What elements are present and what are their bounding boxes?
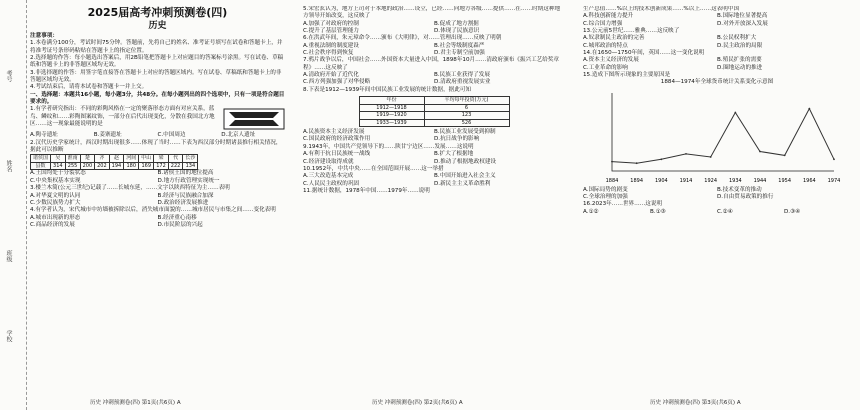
chart-title: 1884—1974年全球货币统计关系变化示意图 <box>660 79 774 86</box>
notice-item: 3.非选择题的作答：用签字笔直接答在答题卡上对应的答题区域内。写在试卷、草稿纸和答题卡上的非答题区域均无效。 <box>30 69 282 84</box>
option: D.对外开放深入发展 <box>717 20 768 27</box>
option: B.经济重心南移 <box>157 214 197 221</box>
table-cell: 赵 <box>109 155 124 163</box>
options-4a <box>30 215 285 222</box>
chart-point <box>660 158 662 160</box>
table-cell: 134 <box>183 162 198 170</box>
option: C.提升了基层管理能力 <box>303 28 360 35</box>
option: A.加强了对政府的控制 <box>303 20 359 27</box>
option: D.新民主主义革命胜利 <box>434 180 491 187</box>
option: D.③④ <box>784 208 801 215</box>
notice-item: 1.本卷满分100分，考试时间75分钟。答题前，先将自己的姓名、准考证号填写在试卷和答题卡上，并将准考证号条形码粘贴在答题卡上的指定位置。 <box>30 40 283 54</box>
options-9a <box>303 151 565 158</box>
table-cell: 169 <box>139 162 154 170</box>
question-9: 9.1943年，中国共产党领导下的……陕甘宁边区……发展……这说明 <box>303 143 474 150</box>
option: C.②④ <box>717 208 733 215</box>
notice-item: 4.考试结束后，请将本试卷和答题卡一并上交。 <box>30 84 148 91</box>
question-14: 14.在1650—1750年间，英国……这一变化说明 <box>583 50 705 57</box>
option: D.政治经济发展推进 <box>157 199 209 206</box>
question-7: 7.鸦片战争以后，中国社会……外国资本大量进入中国，1898年10月……清政府颁布《振兴工艺给奖章程》……这反映了 <box>303 57 560 71</box>
option: D.抗日战争的影响 <box>434 136 480 143</box>
options-14b <box>583 65 851 72</box>
option: D.自由贸易政策的推行 <box>717 194 774 201</box>
question-12: 生产总值……%以上的技术创新成果……%以上……这表明中国 <box>583 6 740 12</box>
option: C.国民政府的经济政策作用 <box>303 136 371 143</box>
option: B.扩大了根据地 <box>434 151 474 158</box>
table-cell: 6 <box>424 104 509 112</box>
chart-point <box>685 153 687 155</box>
table-cell: 180 <box>124 162 139 170</box>
chart-tick-label: 1904 <box>654 177 668 184</box>
question-1: 1.有学者研究指出：不同的彩陶风格在一定的聚落形态方面有对应关系，蓝鸟、鳞纹和……彩陶图案纹饰，一部分在后代出现变化，分散在我国北方地区……这一现象最能说明的是 <box>30 106 215 128</box>
option: D.君主专制空前加强 <box>434 50 485 57</box>
option: A.民族资本主义经济发展 <box>303 129 365 136</box>
option: B.中国开始进入社会主义 <box>434 173 496 180</box>
option: B.姜寨遗址 <box>93 132 122 139</box>
binding-margin <box>0 0 27 410</box>
option: B.诸侯王国的地位提高 <box>157 170 214 177</box>
option: D.清政府重视发展实业 <box>434 79 491 86</box>
option: A.有利于抗日民族统一战线 <box>303 151 371 158</box>
chart-tick-label: 1934 <box>728 177 742 184</box>
option: A.清政府开始了近代化 <box>303 72 359 79</box>
table-cell: 202 <box>95 162 110 170</box>
table-cell: 222 <box>168 162 183 170</box>
binding-label: 班级 <box>5 250 12 262</box>
option: C.中央集权基本实现 <box>30 177 81 184</box>
options-13b <box>583 43 851 50</box>
option: A.国际局势的剧变 <box>583 186 628 193</box>
option: A.城市出现新的形态 <box>30 214 81 221</box>
chart-point <box>611 161 613 163</box>
chart-tick-label: 1974 <box>827 177 841 184</box>
option: C.工业革命的影响 <box>583 64 628 71</box>
page-footer: 历史 冲刺预测卷(四) 第1页(共6页) A <box>90 400 181 406</box>
option: A.资本主义经济的发展 <box>583 57 639 64</box>
option: A.①② <box>583 208 599 215</box>
option: A.王国均处于分裂状态 <box>30 170 86 177</box>
subject-title: 历史 <box>148 21 167 31</box>
option: B.民族工业发展受到抑制 <box>434 129 496 136</box>
binding-label: 学校 <box>5 330 12 342</box>
option: C.综合国力增强 <box>583 20 623 27</box>
chart-point <box>759 150 761 152</box>
chart-tick-label: 1914 <box>679 177 693 184</box>
options-12a <box>583 13 851 20</box>
table-cell: 平均每年投资(万元) <box>424 97 509 105</box>
chart-point <box>710 156 712 158</box>
option: C.商品经济的发展 <box>30 221 75 228</box>
question-5: 5.宋宏玄认为，地方上司对于本地的政治……设立，已经……向地方各级……提供……在……时期这种地方领导开始改变，这反映了 <box>303 6 561 20</box>
table-cell: 代 <box>168 155 183 163</box>
options-6a <box>303 43 565 50</box>
option: D.地方行政管理实现统一 <box>157 177 220 184</box>
chart-tick-label: 1964 <box>802 177 816 184</box>
pottery-pattern-image <box>223 106 285 132</box>
option: D.体现了民族意识 <box>434 28 480 35</box>
options-4b <box>30 222 285 229</box>
option: C.社会秩序得到恢复 <box>303 50 354 57</box>
line-chart <box>592 87 842 187</box>
table-cell: 314 <box>51 162 66 170</box>
table-cell: 县数 <box>31 162 51 170</box>
table-cell: 河间 <box>124 155 139 163</box>
option: D.圈地运动的推进 <box>717 64 763 71</box>
chart-point <box>784 154 786 156</box>
options-10b <box>303 181 565 188</box>
table-cell: 齐 <box>95 155 110 163</box>
table-cell: 淮南 <box>65 155 80 163</box>
table-cell: 255 <box>65 162 80 170</box>
option: D.市民阶层的兴起 <box>157 221 203 228</box>
table-cell: 梁 <box>154 155 169 163</box>
question-3: 3.楼兰木简(公元三世纪)记载了……长城东延，……文字以陕西特征为主……表明 <box>30 185 230 192</box>
binding-label: 考号 <box>5 70 12 82</box>
question-15: 15.造成下图所示现象的主要原因是 <box>583 72 671 79</box>
option: A.对华夏文明的认同 <box>30 192 81 199</box>
chart-axes <box>612 93 834 171</box>
page-3 <box>583 6 851 394</box>
table-cell: 123 <box>424 112 509 120</box>
question-11: 11.据统计数据，1978年中国……1979年……说明 <box>303 187 430 194</box>
table-q2 <box>30 154 198 170</box>
option: B.经济与民族融合加深 <box>157 192 214 199</box>
option: D.推动了根据地政权建设 <box>434 158 497 165</box>
option: A.科技创新能力提升 <box>583 13 634 20</box>
chart-series-line <box>612 108 834 163</box>
question-13: 13.公元前5世纪……雅典……这反映了 <box>583 28 680 35</box>
table-cell: 长沙 <box>183 155 198 163</box>
option: B.国际地位显著提高 <box>717 13 768 20</box>
question-8: 8.下表是1912—1939年间中国民族工业发展的统计数据，据此可知 <box>303 86 472 93</box>
question-6: 6.在洪武年间，朱元璋命令……颁布《大明律》，对……管理出现……反映了明朝 <box>303 35 502 42</box>
notice-item: 2.选择题的作答：每小题选出答案后，用2B铅笔把答题卡上对应题目的答案标号涂黑。写在试卷、草稿纸和答题卡上的非答题区域均无效。 <box>30 55 284 69</box>
chart-tick-label: 1884 <box>605 177 619 184</box>
option: B.①③ <box>650 208 666 215</box>
options-2a <box>30 170 285 177</box>
table-cell: 楚 <box>80 155 95 163</box>
option: B.民族工业获得了发展 <box>434 72 490 79</box>
options-14a <box>583 57 851 64</box>
options-12b <box>583 21 851 28</box>
table-cell: 1912—1918 <box>359 104 424 112</box>
question-2: 2.汉代历史学家统计，西汉时期出现很多……体现了当时……下表为西汉部分时期诸县推行相关情况，据此可以推断 <box>30 139 282 154</box>
question-16: 16.2023年……世界……这说明 <box>583 201 663 208</box>
option: C.城邦政治的特点 <box>583 42 628 49</box>
option: D.民主政治的局限 <box>717 42 763 49</box>
option: A.重视法制的制度建设 <box>303 42 359 49</box>
options-10a <box>303 173 565 180</box>
option: A.陶寺遗址 <box>30 132 58 139</box>
chart-tick-label: 1894 <box>630 177 644 184</box>
option: A.三大改造基本完成 <box>303 173 354 180</box>
table-cell: 吴 <box>51 155 66 163</box>
options-16 <box>583 209 851 216</box>
table-cell: 194 <box>109 162 124 170</box>
table-cell: 1919—1920 <box>359 112 424 120</box>
section-heading: 一、选择题：本题共16小题，每小题3分，共48分。在每小题列出的四个选项中，只有一项是符合题目要求的。 <box>30 91 285 106</box>
page-footer: 历史 冲刺预测卷(四) 第2页(共6页) A <box>372 400 463 406</box>
page-2 <box>303 6 565 394</box>
option: D.北京人遗址 <box>221 132 256 139</box>
options-9b <box>303 159 565 166</box>
option: C.人民民主政权的巩固 <box>303 180 360 187</box>
chart-tick-label: 1924 <box>704 177 718 184</box>
options-7b <box>303 79 565 86</box>
table-cell: 中山 <box>139 155 154 163</box>
table-cell: 172 <box>154 162 169 170</box>
table-cell: 1933—1939 <box>359 119 424 127</box>
option: C.西方列强加强了对华侵略 <box>303 79 371 86</box>
options-8b <box>303 136 565 143</box>
table-cell: 200 <box>80 162 95 170</box>
table-q8 <box>359 96 510 127</box>
options-1 <box>30 132 285 139</box>
option: B.技术变革的推动 <box>717 186 762 193</box>
notice-heading: 注意事项： <box>30 33 58 39</box>
page-footer: 历史 冲刺预测卷(四) 第3页(共6页) A <box>650 400 741 406</box>
chart-point <box>808 107 810 109</box>
table-cell: 诸侯国 <box>31 155 51 163</box>
option: B.公民权利扩大 <box>717 35 757 42</box>
chart-tick-label: 1944 <box>753 177 767 184</box>
option: C.全球治理的加强 <box>583 194 628 201</box>
option: C.中国周边 <box>157 132 186 139</box>
option: C.少数民族势力扩大 <box>30 199 81 206</box>
question-4: 4.有学者认为，宋代城市中坊墙被拆除以后，消失城市面貌的……城市居民与市集之间……变化表明 <box>30 207 276 214</box>
option: B.殖民扩张的需要 <box>717 57 762 64</box>
option: C.经济建设取得成就 <box>303 158 354 165</box>
option: A.奴隶制民主政治的完善 <box>583 35 645 42</box>
option: B.社会等级制度森严 <box>434 42 485 49</box>
table-cell: 526 <box>424 119 509 127</box>
option: B.促成了地方割据 <box>434 20 479 27</box>
chart-point <box>734 111 736 113</box>
binding-label: 姓名 <box>5 160 12 172</box>
chart-point <box>833 158 835 160</box>
page-1 <box>30 6 285 394</box>
options-3a <box>30 193 285 200</box>
exam-title: 2025届高考冲刺预测卷(四) <box>87 6 228 19</box>
options-5a <box>303 21 565 28</box>
chart-tick-label: 1954 <box>778 177 792 184</box>
table-cell: 年份 <box>359 97 424 105</box>
options-13a <box>583 35 851 42</box>
chart-point <box>636 162 638 164</box>
question-10: 10.1952年，中共中央……在全国范围开展……这一举措 <box>303 165 444 172</box>
